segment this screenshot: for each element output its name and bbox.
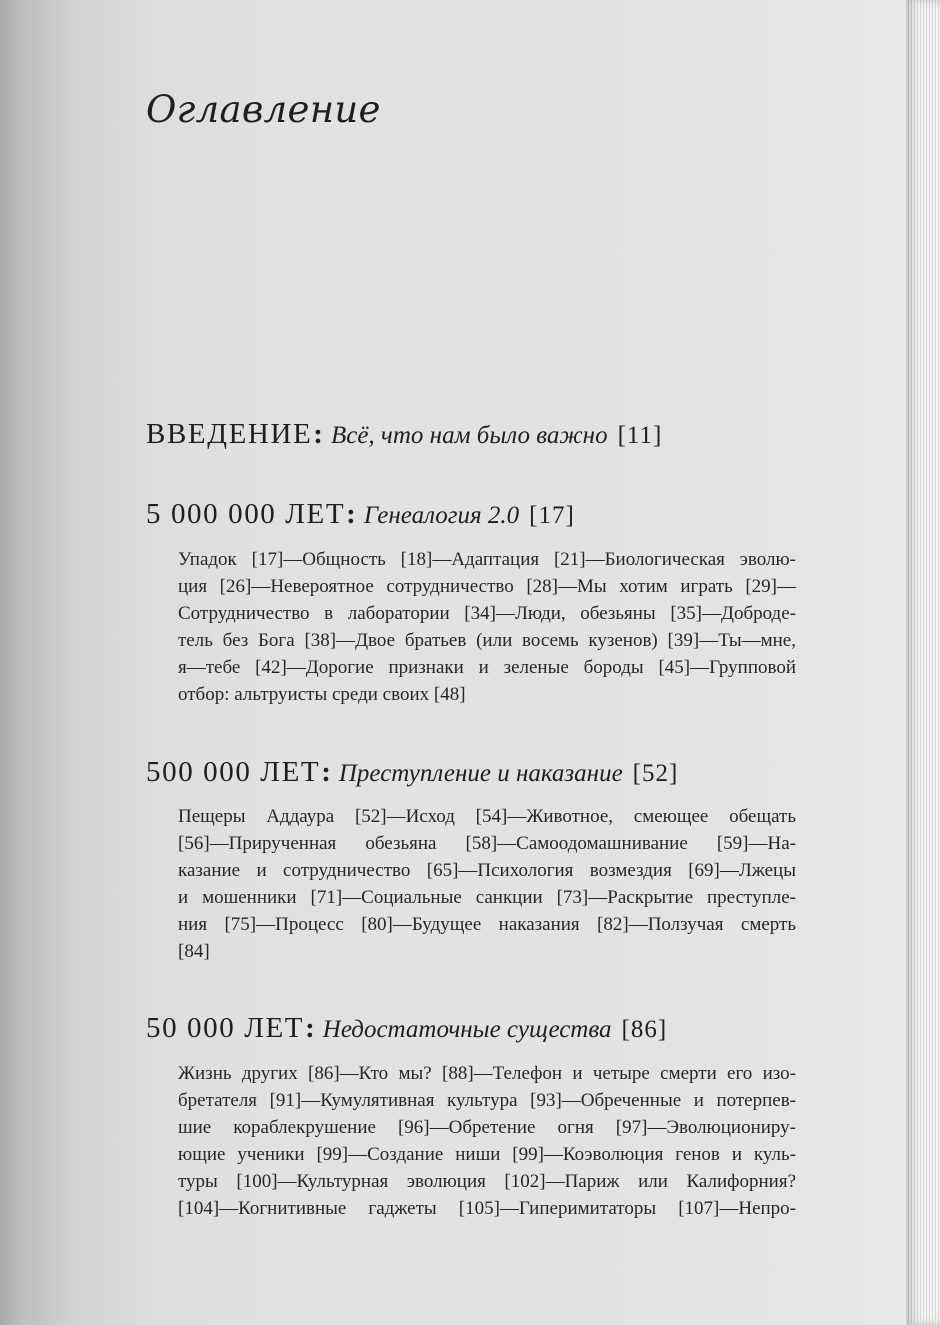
section-introduction-heading — [146, 418, 662, 451]
contents-line: ния [75]—Процесс [80]—Будущее наказания [82]—Ползучая смерть — [178, 914, 796, 935]
contents-line: [84] — [178, 941, 210, 962]
colon: : — [313, 418, 323, 450]
contents-line: ющие ученики [99]—Создание ниши [99]—Коэволюция генов и куль- — [178, 1144, 796, 1165]
contents-line: бретателя [91]—Кумулятивная культура [93]—Обреченные и потерпев- — [178, 1090, 796, 1111]
section-subtitle: Генеалогия 2.0 — [363, 502, 520, 529]
contents-line: отбор: альтруисты среди своих [48] — [178, 684, 466, 705]
section-page-number: [86] — [621, 1016, 668, 1043]
section-label: 500 000 ЛЕТ — [146, 756, 321, 788]
section-label: ВВЕДЕНИЕ — [146, 418, 313, 450]
contents-line: [104]—Когнитивные гаджеты [105]—Гиперимитаторы [107]—Непро- — [178, 1198, 796, 1219]
section-500000-heading — [146, 756, 678, 789]
section-page-number: [11] — [617, 422, 663, 449]
section-label: 5 000 000 ЛЕТ — [146, 498, 346, 530]
colon: : — [305, 1012, 315, 1044]
contents-line: тель без Бога [38]—Двое братьев (или восемь кузенов) [39]—Ты—мне, — [178, 630, 796, 651]
colon: : — [321, 756, 331, 788]
page-edges — [906, 0, 940, 1325]
contents-line: Пещеры Аддаура [52]—Исход [54]—Животное, смеющее обещать — [178, 806, 796, 827]
section-page-number: [17] — [529, 502, 575, 529]
section-subtitle: Преступление и наказание — [338, 760, 623, 787]
contents-line: шие кораблекрушение [96]—Обретение огня [97]—Эволюциониру- — [178, 1117, 796, 1138]
contents-line: Упадок [17]—Общность [18]—Адаптация [21]—Биологическая эволю- — [178, 549, 796, 570]
section-50000-contents — [178, 1060, 796, 1222]
section-500000-contents — [178, 803, 796, 965]
contents-line: казание и сотрудничество [65]—Психология возмездия [69]—Лжецы — [178, 860, 796, 881]
section-subtitle: Всё, что нам было важно — [330, 422, 608, 449]
section-label: 50 000 ЛЕТ — [146, 1012, 305, 1044]
contents-line: туры [100]—Культурная эволюция [102]—Париж или Калифорния? — [178, 1171, 796, 1192]
contents-line: и мошенники [71]—Социальные санкции [73]—Раскрытие преступле- — [178, 887, 796, 908]
page-title: Оглавление — [146, 88, 381, 131]
colon: : — [346, 498, 356, 530]
contents-line: Жизнь других [86]—Кто мы? [88]—Телефон и четыре смерти его изо- — [178, 1063, 796, 1084]
section-5000000-contents — [178, 546, 796, 708]
contents-line: Сотрудничество в лаборатории [34]—Люди, обезьяны [35]—Доброде- — [178, 603, 796, 624]
section-50000-heading — [146, 1012, 667, 1045]
section-page-number: [52] — [632, 760, 679, 787]
section-5000000-heading — [146, 498, 575, 531]
contents-line: ция [26]—Невероятное сотрудничество [28]—Мы хотим играть [29]— — [178, 576, 796, 597]
contents-line: [56]—Прирученная обезьяна [58]—Самоодомашнивание [59]—На- — [178, 833, 796, 854]
contents-line: я—тебе [42]—Дорогие признаки и зеленые бороды [45]—Групповой — [178, 657, 796, 678]
section-subtitle: Недостаточные существа — [322, 1016, 612, 1043]
